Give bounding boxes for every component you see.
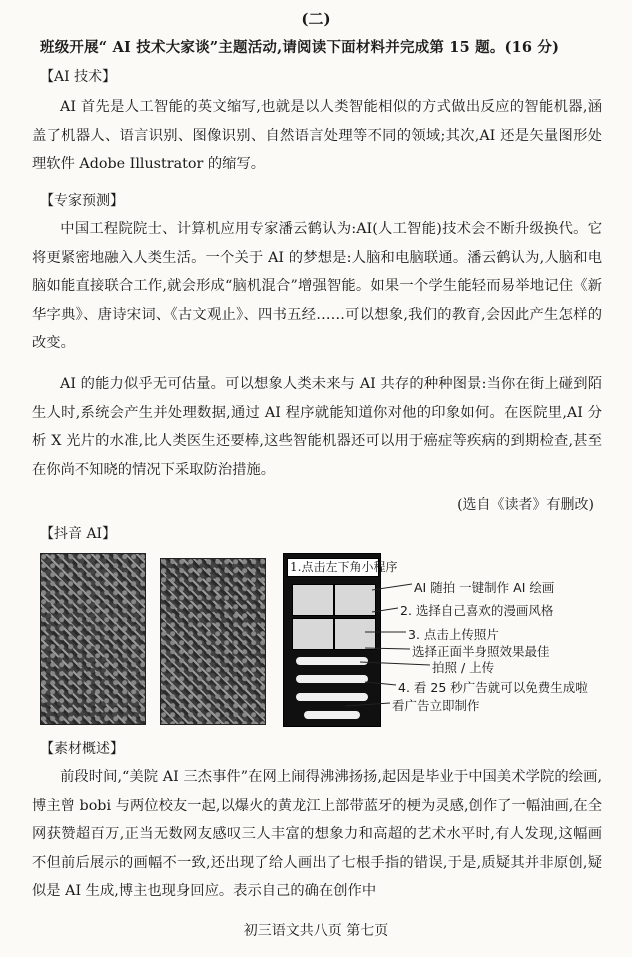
annotation-watch-ad: 4. 看 25 秒广告就可以免费生成啦	[398, 680, 588, 695]
paragraph-overview-text: 前段时间,“美院 AI 三杰事件”在网上闹得沸沸扬扬,起因是毕业于中国美术学院的绘画,博主曾 bobi 与两位校友一起,以爆火的黄龙江上部带蓝牙的梗为灵感,创作了一幅油画,在全网获赞超百万,正当无数网友感叹三人丰富的想象力和高超的艺术水平时,有人发现,这幅画不但前后展示的画幅不一致,还出现了给人画出了七根手指的错误,于是,质疑其并非原创,疑似是 AI 生成,博主也现身回应。表示自己的确在创作中	[32, 769, 602, 900]
paragraph-expert-1-text: 中国工程院院士、计算机应用专家潘云鹤认为:AI(人工智能)技术会不断升级换代。它将更紧密地融入人类生活。一个关于 AI 的梦想是:人脑和电脑联通。潘云鹤认为,人脑和电脑如能直接联合工作,就会形成“脑机混合”增强智能。如果一个学生能轻而易举地记住《新华字典》、唐诗宋词、《古文观止》、四书五经……可以想象,我们的教育,会因此产生怎样的改变。	[32, 221, 602, 352]
annotation-upload: 3. 点击上传照片	[408, 627, 499, 642]
heading-douyin-ai: 【抖音 AI】	[40, 526, 117, 542]
paragraph-overview	[32, 763, 602, 906]
source-note: (选自《读者》有删改)	[457, 497, 594, 513]
paragraph-expert-2-text: AI 的能力似乎无可估量。可以想象人类未来与 AI 共存的种种图景:当你在街上碰到陌生人时,系统会产生并处理数据,通过 AI 程序就能知道你对他的印象如何。在医院里,AI 分析 X 光片的水准,比人类医生还要棒,这些智能机器还可以用于癌症等疾病的到期检查,甚至在你尚不知晓的情况下采取防治措施。	[32, 376, 602, 478]
heading-material-overview: 【素材概述】	[40, 741, 124, 757]
annotation-make-now: 看广告立即制作	[392, 698, 480, 713]
heading-ai-tech: 【AI 技术】	[40, 69, 117, 85]
phone-step1-label: 1.点击左下角小程序	[287, 558, 379, 577]
annotation-take-upload: 拍照 / 上传	[432, 660, 495, 675]
section-number: (二)	[301, 10, 331, 28]
annotation-front-photo: 选择正面半身照效果最佳	[412, 644, 550, 659]
question-intro: 班级开展“ AI 技术大家谈”主题活动,请阅读下面材料并完成第 15 题。(16 分)	[40, 39, 560, 56]
annotation-choose-style: 2. 选择自己喜欢的漫画风格	[400, 603, 554, 618]
paragraph-ai-tech-text: AI 首先是人工智能的英文缩写,也就是以人类智能相似的方式做出反应的智能机器,涵盖了机器人、语言识别、图像识别、自然语言处理等不同的领域;其次,AI 还是矢量图形处理软件 Adobe Illustrator 的缩写。	[32, 99, 602, 173]
heading-expert-forecast: 【专家预测】	[40, 193, 124, 209]
page-footer: 初三语文共八页 第七页	[243, 923, 389, 939]
annotation-ai-snap: AI 随拍 一键制作 AI 绘画	[414, 580, 555, 595]
